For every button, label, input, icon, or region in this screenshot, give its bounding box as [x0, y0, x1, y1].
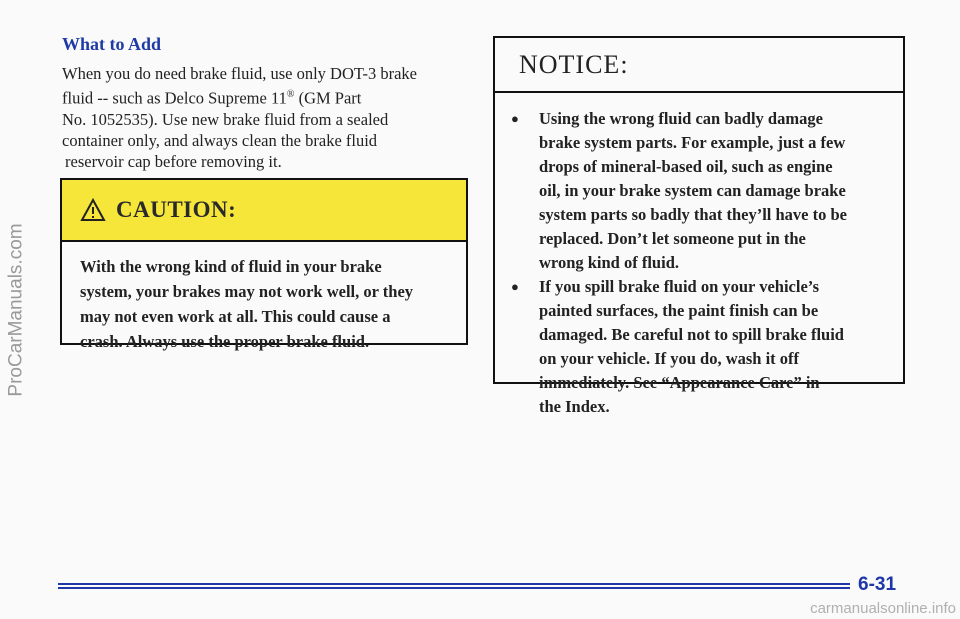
notice-line: damaged. Be careful not to spill brake fluid [539, 325, 844, 344]
list-item [509, 275, 893, 419]
intro-text: fluid -- such as Delco Supreme 11 [62, 88, 287, 108]
notice-line: replaced. Don’t let someone put in the [539, 229, 806, 248]
list-item-text [539, 275, 844, 419]
notice-box [493, 36, 905, 416]
intro-line: reservoir cap before removing it. [65, 151, 282, 171]
notice-line: oil, in your brake system can damage brake [539, 181, 846, 200]
intro-line: No. 1052535). Use new brake fluid from a sealed [62, 109, 389, 129]
registered-mark: ® [286, 89, 295, 100]
bottom-watermark: carmanualsonline.info [810, 600, 956, 617]
caution-line: system, your brakes may not work well, or they [80, 282, 414, 301]
caution-line: may not even work at all. This could cause a [80, 307, 391, 326]
notice-list [495, 93, 903, 419]
footer-rule [58, 583, 850, 591]
notice-line: on your vehicle. If you do, wash it off [539, 349, 800, 368]
notice-line: Using the wrong fluid can badly damage [539, 109, 823, 128]
side-watermark-text: ProCarManuals.com [6, 222, 28, 397]
side-watermark [2, 0, 32, 619]
warning-triangle-icon [80, 198, 106, 222]
notice-header [495, 38, 903, 93]
notice-line: painted surfaces, the paint finish can be [539, 301, 819, 320]
caution-title: CAUTION: [116, 197, 237, 222]
notice-line: drops of mineral-based oil, such as engine [539, 157, 833, 176]
intro-line: container only, and always clean the brake fluid [62, 130, 378, 150]
notice-line: brake system parts. For example, just a few [539, 133, 846, 152]
notice-line: the Index. [539, 397, 610, 416]
notice-title: NOTICE: [519, 49, 629, 79]
caution-text [62, 242, 466, 354]
notice-line: immediately. See “Appearance Care” in [539, 373, 820, 392]
intro-line [62, 84, 462, 109]
intro-paragraph [62, 63, 462, 172]
notice-line: If you spill brake fluid on your vehicle’s [539, 277, 820, 296]
notice-line: wrong kind of fluid. [539, 253, 679, 272]
page-number: 6-31 [858, 574, 897, 595]
bullet-icon: ● [511, 279, 519, 294]
notice-line: system parts so badly that they’ll have to be [539, 205, 847, 224]
intro-text: (GM Part [294, 88, 362, 108]
section-heading: What to Add [62, 34, 162, 54]
caution-box [60, 178, 468, 351]
caution-header [62, 180, 466, 242]
bullet-icon: ● [511, 111, 519, 126]
list-item [509, 107, 893, 275]
caution-line: crash. Always use the proper brake fluid. [80, 332, 370, 351]
intro-line: When you do need brake fluid, use only DOT-3 brake [62, 64, 417, 83]
caution-line: With the wrong kind of fluid in your brake [80, 257, 382, 276]
list-item-text [539, 107, 847, 275]
